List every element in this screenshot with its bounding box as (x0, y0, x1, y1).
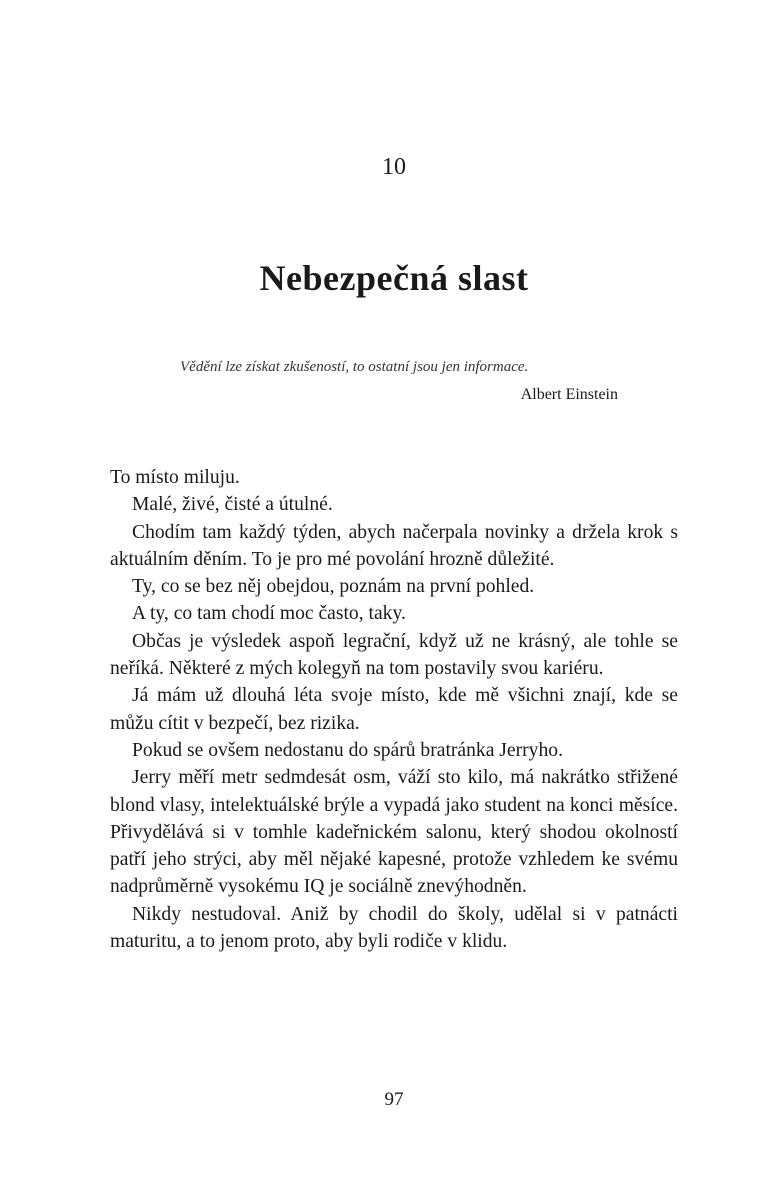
paragraph: Já mám už dlouhá léta svoje místo, kde mě všichni znají, kde se můžu cítit v bezpečí, bez rizika. (110, 685, 678, 734)
paragraph: A ty, co tam chodí moc často, taky. (132, 603, 406, 625)
paragraph: Chodím tam každý týden, abych načerpala novinky a držela krok s aktuálním děním. To je pro mé povolání hrozně důležité. (110, 521, 678, 570)
chapter-number: 10 (382, 154, 406, 180)
body-text (110, 464, 678, 955)
paragraph: Pokud se ovšem nedostanu do spárů bratránka Jerryho. (132, 739, 563, 761)
page-number: 97 (384, 1089, 404, 1110)
paragraph: Malé, živé, čisté a útulné. (132, 494, 333, 516)
paragraph: Nikdy nestudoval. Aniž by chodil do školy, udělal si v patnácti maturitu, a to jenom proto, aby byli rodiče v klidu. (110, 903, 678, 953)
epigraph-author: Albert Einstein (520, 386, 618, 403)
paragraph: Občas je výsledek aspoň legrační, když už ne krásný, ale tohle se neříká. Některé z mých kolegyň na tom postavily svou kariéru. (110, 630, 678, 680)
epigraph (180, 356, 620, 406)
paragraph: To místo miluju. (110, 467, 240, 488)
epigraph-quote: Vědění lze získat zkušeností, to ostatní jsou jen informace. (180, 359, 529, 375)
chapter-title: Nebezpečná slast (259, 258, 529, 298)
paragraph: Jerry měří metr sedmdesát osm, váží sto kilo, má nakrátko střižené blond vlasy, intelektuálské brýle a vypadá jako student na konci měsíce. Přivydělává si v tomhle kadeřnickém salonu, který shodou okolností patří jeho strýci, aby měl nějaké kapesné, protože vzhledem ke svému nadprůměrně vysokému IQ je sociálně znevýhodněn. (110, 767, 678, 898)
paragraph: Ty, co se bez něj obejdou, poznám na první pohled. (132, 576, 535, 598)
